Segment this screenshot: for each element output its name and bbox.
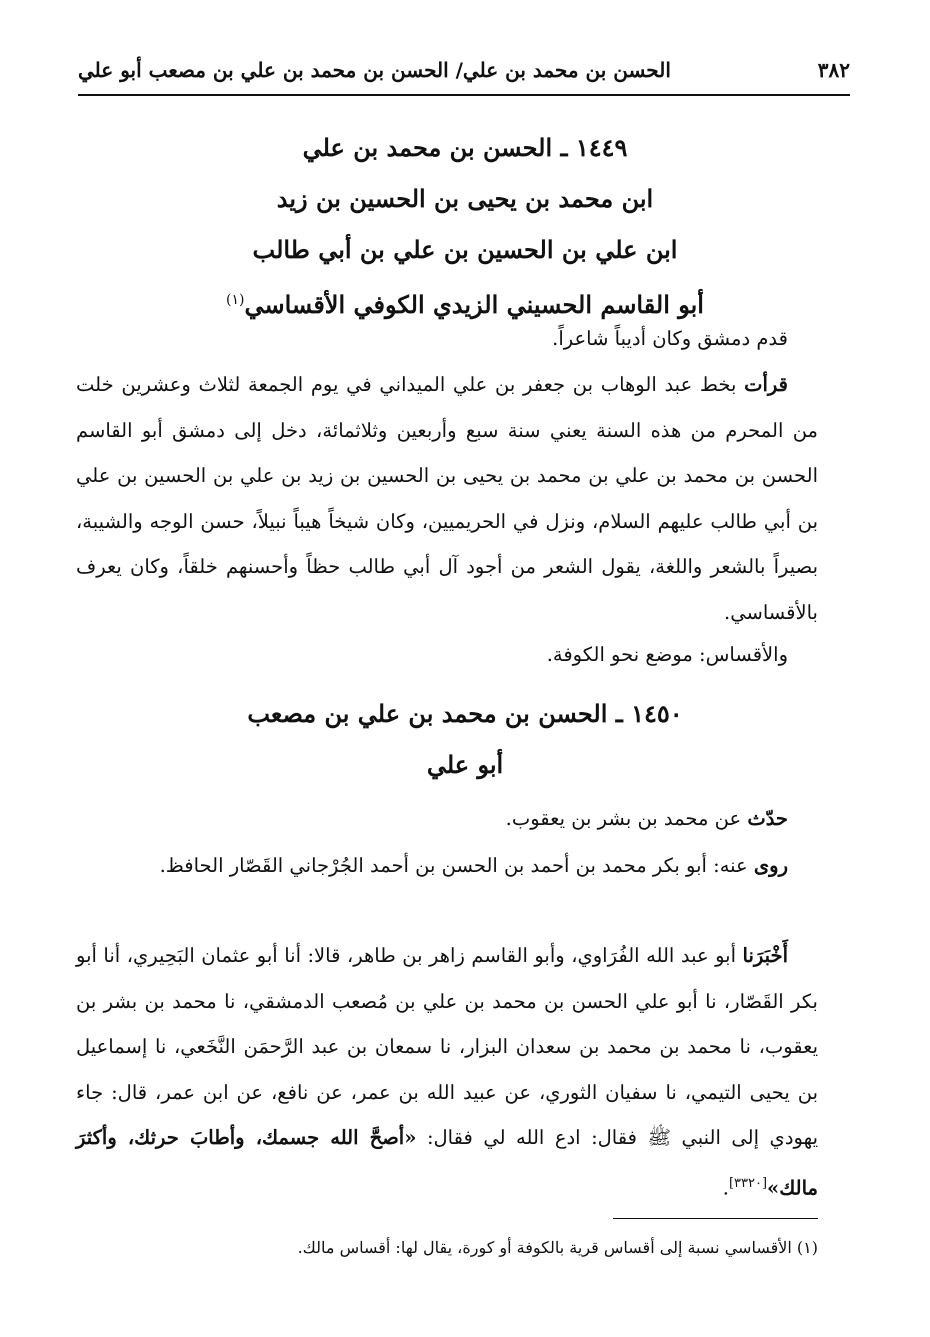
entry-1450-p1-text: عن محمد بن بشر بن يعقوب. [505, 807, 742, 830]
footnote-marker-1: (١) [226, 292, 245, 308]
entry-1450-p3-end: . [722, 1176, 729, 1199]
entry-1449-title-line-3: ابن علي بن الحسين بن علي بن أبي طالب [252, 235, 678, 264]
entry-1450-title-line-1: ١٤٥٠ ـ الحسن بن محمد بن علي بن مصعب [247, 699, 683, 728]
entry-1450-title-line-2: أبو علي [426, 750, 504, 779]
running-title: الحسن بن محمد بن علي/ الحسن بن محمد بن علي بن مصعب أبو علي [78, 58, 671, 82]
entry-1450-p3 [76, 933, 818, 1211]
footnote-1-marker: (١) [796, 1238, 818, 1257]
entry-1449-note: والأقساس: موضع نحو الكوفة. [546, 643, 788, 666]
entry-1450-title [60, 688, 870, 790]
entry-1449-title-line-2: ابن محمد بن يحيى بن الحسين بن زيد [276, 184, 654, 213]
page-number: ٣٨٢ [817, 58, 850, 82]
entry-1449-body [76, 362, 818, 635]
footnote-rule [613, 1218, 818, 1219]
entry-1450-p1 [76, 796, 818, 842]
entry-1450-p2 [76, 843, 818, 889]
entry-1450-p3-lead: أَخْبَرَنا [742, 944, 788, 967]
footnote-1-text: الأقساسي نسبة إلى أقساس قرية بالكوفة أو كورة، يقال لها: أقساس مالك. [297, 1238, 792, 1257]
header-rule [78, 94, 850, 96]
entry-1450-p2-text: عنه: أبو بكر محمد بن أحمد بن الحسن بن أحمد الجُرْجاني القَصّار الحافظ. [159, 854, 748, 877]
entry-1449-title [60, 122, 870, 330]
entry-1449-body-text: بخط عبد الوهاب بن جعفر بن علي الميداني في يوم الجمعة لثلاث وعشرين خلت من المحرم من هذه السنة يعني سنة سبع وأربعين وثلاثمائة، دخل إلى دمشق أبو القاسم الحسن بن محمد بن علي بن محمد بن يحيى بن الحسين بن زيد بن علي بن الحسين بن علي بن أبي طالب عليهم السلام، ونزل في الحريميين، وكان شيخاً هيباً نبيلاً، حسن الوجه والشيبة، بصيراً بالشعر واللغة، يقول الشعر من أجود آل أبي طالب حظاً وأحسنهم خلقاً، وكان يعرف بالأقساسي. [76, 373, 818, 624]
entry-1449-intro: قدم دمشق وكان أديباً شاعراً. [552, 327, 788, 350]
entry-1450-p2-lead: روى [753, 854, 788, 877]
hadith-reference: [٣٣٢٠] [728, 1175, 768, 1191]
entry-1450-p1-lead: حدّث [747, 807, 788, 830]
prophetic-quote: «أصحَّ الله جسمك، وأطابَ حرثك، وأكثرَ مالك» [76, 1126, 818, 1199]
entry-1449-title-line-1: ١٤٤٩ ـ الحسن بن محمد بن علي [302, 133, 628, 162]
entry-1450-p3-text: أبو عبد الله الفُرَاوي، وأبو القاسم زاهر بن طاهر، قالا: أنا أبو عثمان البَحِيري، أنا أبو بكر القَصّار، نا أبو علي الحسن بن محمد بن علي بن مُصعب الدمشقي، نا محمد بن بشر بن يعقوب، نا محمد بن محمد بن سعدان البزار، نا سمعان بن عبد الرَّحمَن النَّخَعي، نا إسماعيل بن يحيى التيمي، نا سفيان الثوري، عن عبيد الله بن عمر، عن نافع، عن ابن عمر، قال: جاء يهودي إلى النبي ﷺ فقال: ادع الله لي فقال: [76, 944, 818, 1149]
footnote-1 [76, 1236, 818, 1260]
entry-1449-body-lead: قرأت [744, 373, 788, 396]
entry-1449-title-line-4-text: أبو القاسم الحسيني الزيدي الكوفي الأقساسي [244, 290, 704, 319]
